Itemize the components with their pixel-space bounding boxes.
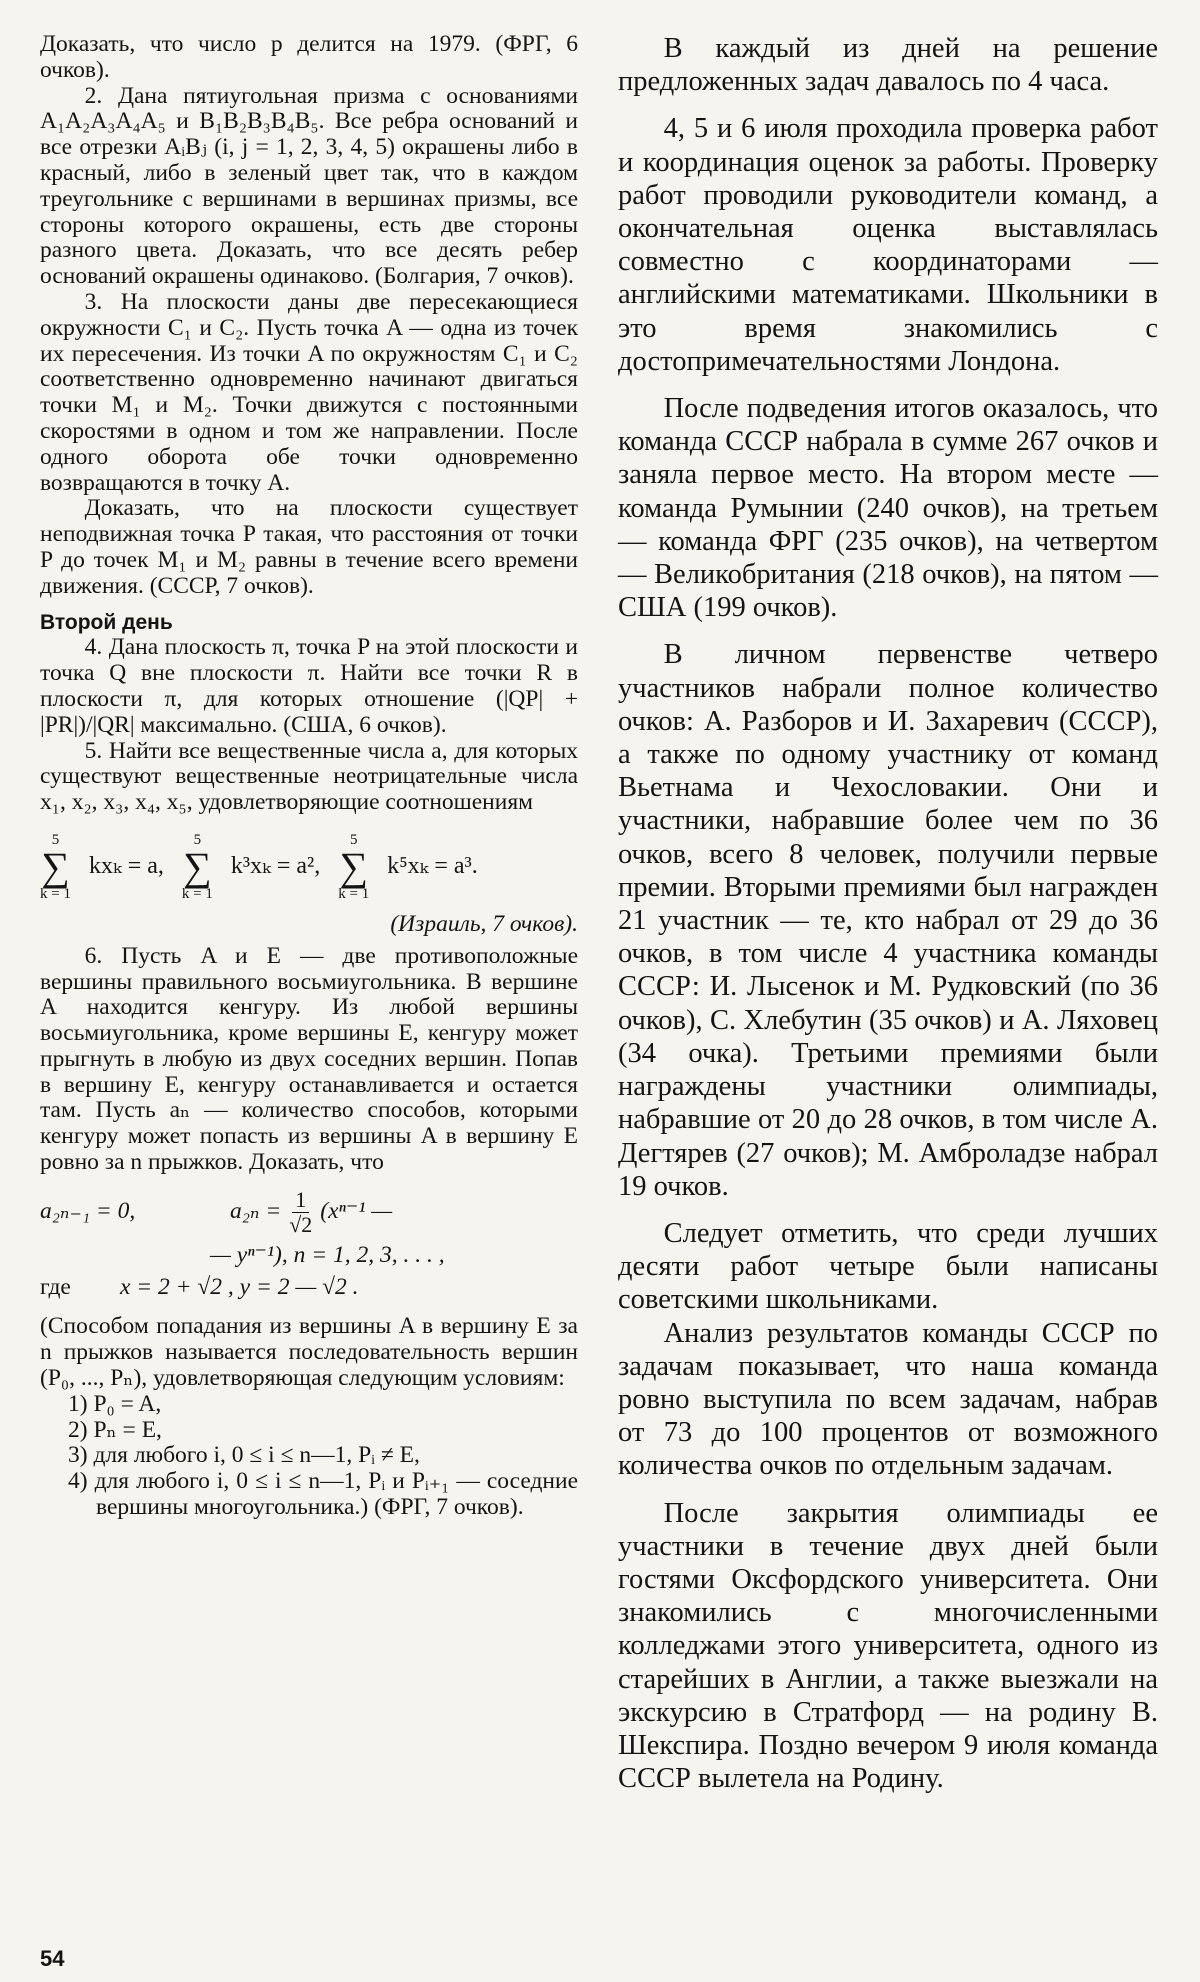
left-column — [40, 32, 578, 1521]
kangaroo-formula-line-1: a₂ₙ₋₁ = 0, a₂ₙ = $\frac{1}{√2}$ (xⁿ⁻¹ — — [40, 1186, 393, 1237]
problem-2: 2. Дана пятиугольная призма с основаниями A₁A₂A₃A₄A₅ и B₁B₂B₃B₄B₅. Все ребра оснований и все отрезки AᵢBⱼ (i, j = 1, 2, 3, 4, 5) окрашены либо в красный, либо в зеленый цвет так, что в каждом треугольнике с вершинами в вершинах призмы, все стороны которого окрашены, есть две стороны разного цвета. Доказать, что все десять ребер оснований окрашены одинаково. (Болгария, 7 очков). — [40, 82, 578, 290]
sum-formula — [40, 832, 578, 902]
problem-6: 6. Пусть A и E — две противоположные вершины правильного восьмиугольника. В вершине A находится кенгуру. Из любой вершины восьмиугольника, кроме вершины E, кенгуру может прыгнуть в любую из двух соседних вершин. Попав в вершину E, кенгуру останавливается и остается там. Пусть aₙ — количество способов, которыми кенгуру может попасть из вершины A в вершину E ровно за n прыжков. Доказать, что — [40, 942, 578, 1176]
problem-4: 4. Дана плоскость π, точка P на этой плоскости и точка Q вне плоскости π. Найти все точки R в плоскости π, для которых отношение (|QP| + |PR|)/|QR| максимально. (США, 6 очков). — [40, 634, 578, 738]
sigma-2: 5 ∑ k = 1 — [181, 831, 213, 902]
kangaroo-formula-line-3: где x = 2 + √2 , y = 2 — √2 . — [40, 1273, 359, 1300]
problem-6-definition: (Способом попадания из вершины A в вершину E за n прыжков называется последовательность вершин (P₀, ..., Pₙ), удовлетворяющая следующим условиям: — [40, 1313, 578, 1392]
sigma-3: 5 ∑ k = 1 — [338, 831, 370, 902]
sum-term-2: k³xₖ = a², — [230, 853, 321, 879]
paragraph-individual-results: В личном первенстве четверо участников набрали полное количество очков: А. Разборов и И. Захаревич (СССР), а также по одному участнику от команд Вьетнама и Чехословакии. Они и участники, набравшие более чем по 36 очков, всего 8 человек, получили первые премии. Вторыми премиями был награжден 21 участник — те, кто набрал от 29 до 36 очков, в том числе 4 участника команды СССР: И. Лысенок и М. Рудковский (по 36 очков), С. Хлебутин (35 очков) и А. Ляховец (34 очка). Третьими премиями были награждены участники олимпиады, набравшие от 20 до 28 очков, в том числе А. Дегтярев (27 очков); М. Амброладзе набрал 19 очков. — [618, 639, 1158, 1202]
section-heading-day-two: Второй день — [40, 610, 173, 634]
paragraph-team-results: После подведения итогов оказалось, что команда СССР набрала в сумме 267 очков и заняла первое место. На втором месте — команда Румынии (240 очков), на третьем — команда ФРГ (235 очков), на четвертом — Великобритания (218 очков), на пятом — США (199 очков). — [618, 393, 1158, 624]
condition-2: 2) Pₙ = E, — [68, 1416, 162, 1443]
paragraph-analysis: Анализ результатов команды СССР по задачам показывает, что наша команда ровно выступила по всем задачам, набрав от 73 до 100 процентов от возможного количества очков по отдельным задачам. — [618, 1317, 1158, 1482]
condition-1: 1) P₀ = A, — [68, 1390, 162, 1417]
sum-term-1: kxₖ = a, — [88, 853, 164, 879]
kangaroo-formula-line-2: — yⁿ⁻¹), n = 1, 2, 3, . . . , — [210, 1241, 445, 1268]
problem-1-end: Доказать, что число p делится на 1979. (ФРГ, 6 очков). — [40, 31, 578, 83]
problem-3: 3. На плоскости даны две пересекающиеся окружности C₁ и C₂. Пусть точка A — одна из точек их пересечения. Из точки A по окружностям C₁ и C₂ соответственно одновременно начинают двигаться точки M₁ и M₂. Точки движутся с постоянными скоростями в одном и том же направлении. После одного оборота обе точки одновременно возвращаются в точку A. — [40, 288, 578, 496]
right-column — [618, 32, 1158, 1795]
paragraph-best-works: Следует отметить, что среди лучших десяти работ четыре были написаны советскими школьниками. — [618, 1217, 1158, 1316]
condition-3: 3) для любого i, 0 ≤ i ≤ n—1, Pᵢ ≠ E, — [68, 1442, 420, 1469]
condition-4: 4) для любого i, 0 ≤ i ≤ n—1, Pᵢ и Pᵢ₊₁ — соседние вершины многоугольника.) (ФРГ, 7 очков). — [68, 1468, 578, 1521]
paragraph-checking: 4, 5 и 6 июля проходила проверка работ и координация оценок за работы. Проверку работ проводили руководители команд, а окончательная оценка выставлялась совместно с координаторами — английскими математиками. Школьники в это время знакомились с достопримечательностями Лондона. — [618, 113, 1158, 377]
paragraph-time: В каждый из дней на решение предложенных задач давалось по 4 часа. — [618, 33, 1158, 98]
sum-term-3: k⁵xₖ = a³. — [387, 853, 478, 879]
problem-5-source: (Израиль, 7 очков). — [390, 910, 578, 937]
sigma-1: 5 ∑ k = 1 — [40, 831, 71, 902]
fraction-one-over-root-two: $\frac{1}{√2}$ — [289, 1186, 313, 1237]
problem-5: 5. Найти все вещественные числа a, для которых существуют вещественные неотрицательные числа x₁, x₂, x₃, x₄, x₅, удовлетворяющие соотношениям — [40, 737, 578, 816]
conditions-list — [40, 1392, 578, 1521]
paragraph-oxford: После закрытия олимпиады ее участники в течение двух дней были гостями Оксфордского университета. Они знакомились с многочисленными колледжами этого университета, одного из старейших в Англии, а также выезжали на экскурсию в Стратфорд — на родину В. Шекспира. Поздно вечером 9 июля команда СССР вылетела на Родину. — [618, 1497, 1158, 1795]
page-number: 54 — [40, 1946, 65, 1971]
problem-3-task: Доказать, что на плоскости существует неподвижная точка P такая, что расстояния от точки P до точек M₁ и M₂ равны в течение всего времени движения. (СССР, 7 очков). — [40, 495, 578, 599]
